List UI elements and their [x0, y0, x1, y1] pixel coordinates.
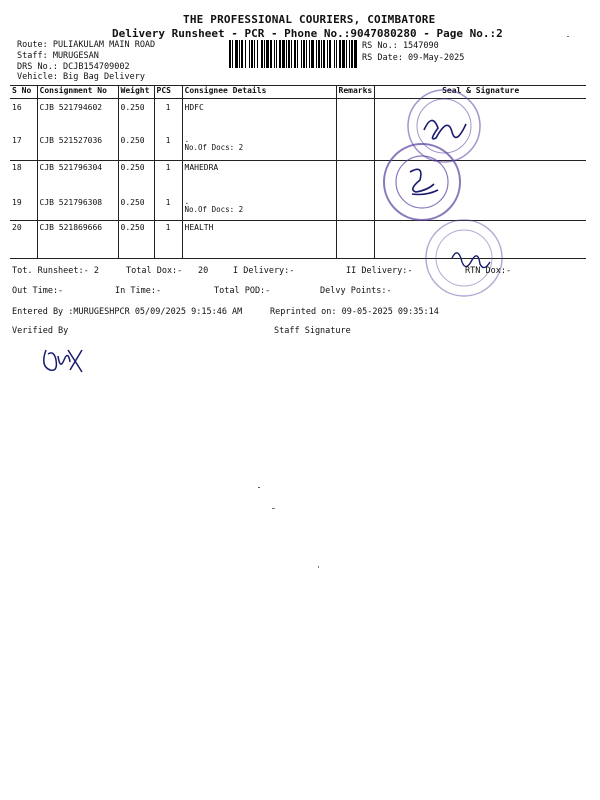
- row-sno: 20: [10, 221, 37, 259]
- col-consignee: Consignee Details: [182, 86, 336, 99]
- staff-label: Staff: MURUGESAN: [17, 51, 99, 61]
- row-consignment: CJB 521796304: [37, 161, 118, 198]
- route-label: Route: PULIAKULAM MAIN ROAD: [17, 40, 156, 50]
- health-seal: [426, 220, 502, 296]
- row-weight: 0.250: [118, 136, 154, 161]
- row-details-text: .: [184, 134, 190, 144]
- row-details: [182, 198, 336, 221]
- verifier-initials: [38, 344, 90, 378]
- runsheet-heading: Delivery Runsheet - PCR - Phone No.:9047080280 - Page No.:2: [112, 27, 503, 40]
- tot-runsheet: Tot. Runsheet:- 2: [12, 266, 99, 276]
- in-time: In Time:-: [115, 286, 162, 296]
- verified-by-label: Verified By: [12, 326, 69, 336]
- signature-mahendra: [410, 169, 438, 194]
- row-pcs: 1: [154, 161, 182, 198]
- out-time: Out Time:-: [12, 286, 64, 296]
- row-sno: 19: [10, 198, 37, 221]
- ii-delivery: II Delivery:-: [346, 266, 413, 276]
- row-consignment: CJB 521527036: [37, 136, 118, 161]
- col-seal: Seal & Signature: [375, 86, 586, 99]
- reprinted-on: Reprinted on: 09-05-2025 09:35:14: [270, 307, 439, 317]
- row-details: [182, 136, 336, 161]
- row-consignment: CJB 521794602: [37, 99, 118, 136]
- rtn-dox: RTN Dox:-: [465, 266, 512, 276]
- col-remarks: Remarks: [336, 86, 375, 99]
- vehicle-label: Vehicle: Big Bag Delivery: [17, 72, 145, 82]
- row-remarks: [336, 221, 375, 259]
- row-remarks: [336, 198, 375, 221]
- row-details: MAHEDRA: [182, 161, 336, 198]
- row-weight: 0.250: [118, 198, 154, 221]
- speck: [567, 36, 569, 37]
- i-delivery: I Delivery:-: [233, 266, 295, 276]
- total-pod: Total POD:-: [214, 286, 271, 296]
- row-docs-count: No.Of Docs: 2: [184, 204, 244, 214]
- speck: [258, 487, 260, 488]
- row-consignment: CJB 521796308: [37, 198, 118, 221]
- total-dox-value: 20: [198, 266, 209, 276]
- delvy-points: Delvy Points:-: [320, 286, 392, 296]
- row-details-text: .: [184, 196, 190, 206]
- row-consignment: CJB 521869666: [37, 221, 118, 259]
- row-sno: 18: [12, 163, 22, 172]
- staff-signature-label: Staff Signature: [274, 326, 351, 336]
- row-pcs: 1: [154, 136, 182, 161]
- rs-date: RS Date: 09-May-2025: [362, 53, 465, 63]
- row-pcs: 1: [154, 99, 182, 136]
- row-weight: 0.250: [118, 161, 154, 198]
- col-sno: S No: [10, 86, 37, 99]
- speck: [272, 508, 275, 509]
- barcode-bar: [354, 40, 357, 68]
- row-weight: 0.250: [118, 221, 154, 259]
- company-title: THE PROFESSIONAL COURIERS, COIMBATORE: [183, 13, 436, 26]
- signature-hdfc: [424, 120, 466, 138]
- row-pcs: 1: [154, 221, 182, 259]
- row-docs-count: No.Of Docs: 2: [184, 142, 244, 152]
- row-pcs: 1: [154, 198, 182, 221]
- rs-number: RS No.: 1547090: [362, 41, 439, 51]
- speck: [318, 566, 319, 568]
- row-details: HEALTH: [182, 221, 336, 259]
- col-consignment: Consignment No: [37, 86, 118, 99]
- drs-number: DRS No.: DCJB154709002: [17, 62, 130, 72]
- entered-by: Entered By :MURUGESHPCR 05/09/2025 9:15:46 AM: [12, 307, 243, 317]
- row-sno: 17: [10, 136, 37, 161]
- row-sno: 16: [12, 103, 22, 112]
- row-remarks: [336, 161, 375, 198]
- total-dox-label: Total Dox:-: [126, 266, 183, 276]
- row-weight: 0.250: [118, 99, 154, 136]
- row-remarks: [336, 99, 375, 136]
- barcode: [229, 40, 357, 68]
- col-pcs: PCS: [154, 86, 182, 99]
- row-remarks: [336, 136, 375, 161]
- row-details: HDFC: [182, 99, 336, 136]
- col-weight: Weight: [118, 86, 154, 99]
